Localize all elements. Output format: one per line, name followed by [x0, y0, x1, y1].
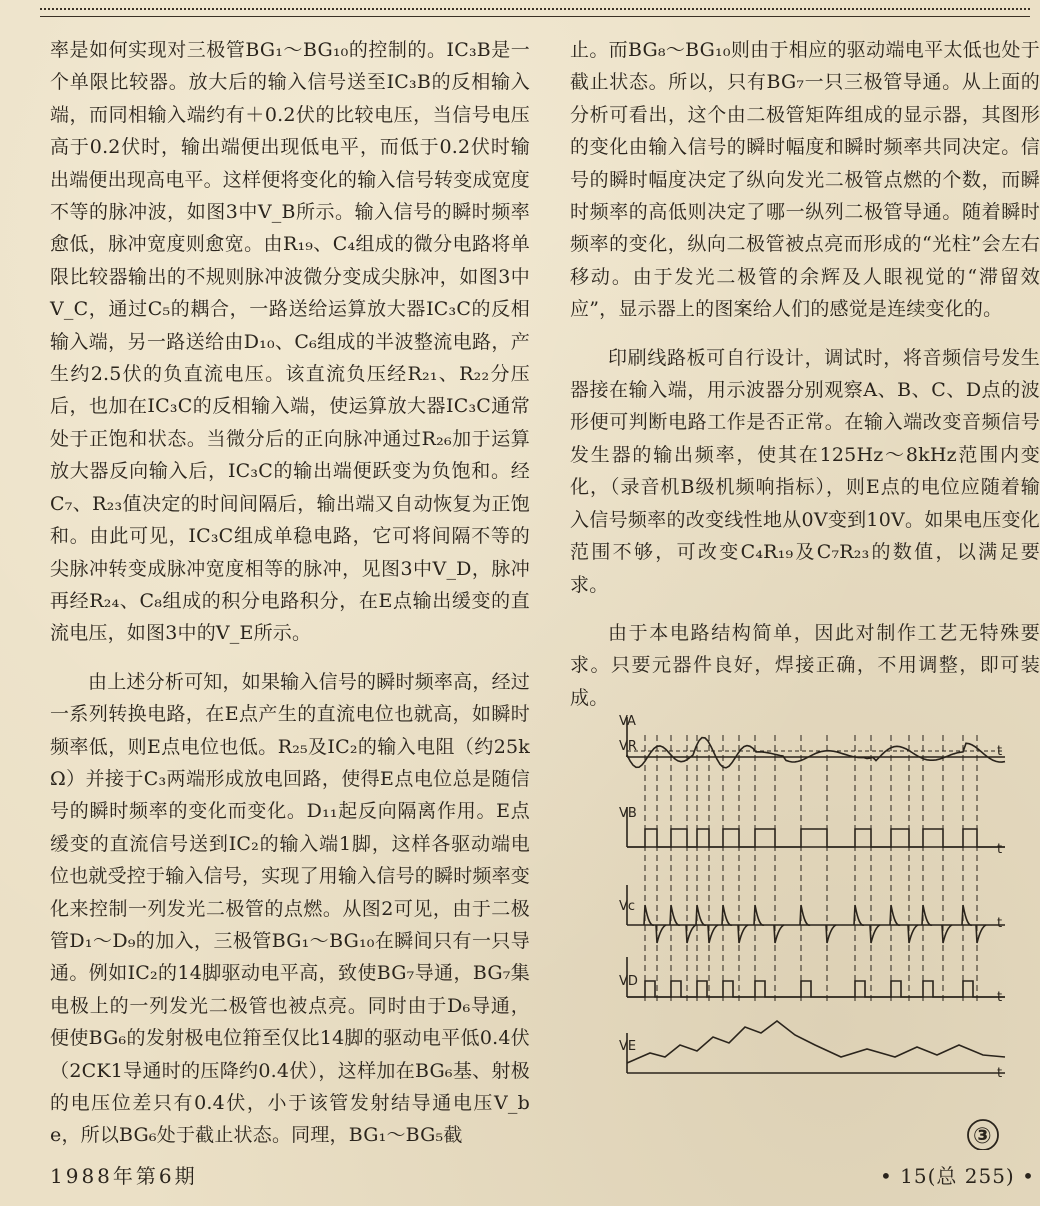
label-va: VA: [619, 714, 636, 729]
figure-3-waveforms: [605, 705, 1035, 1150]
label-vb: VB: [619, 806, 637, 821]
label-vr: VR: [619, 739, 637, 754]
time-label-a: t: [997, 744, 1003, 759]
right-paragraph-1: 止。而BG₈～BG₁₀则由于相应的驱动端电平太低也处于截止状态。所以，只有BG₇一只三极管导通。从上面的分析可看出，这个由二极管矩阵组成的显示器，其图形的变化由输入信号的瞬时幅度和瞬时频率共同决定。信号的瞬时幅度决定了纵向发光二极管点燃的个数，而瞬时频率的高低则决定了哪一纵列二极管导通。随着瞬时频率的变化，纵向二极管被点亮而形成的“光柱”会左右移动。由于发光二极管的余辉及人眼视觉的“滞留效应”，显示器上的图案给人们的感觉是连续变化的。: [570, 39, 1040, 321]
footer-page-number: • 15(总 255) •: [880, 1164, 1035, 1188]
time-label-c: t: [997, 916, 1003, 931]
right-column: [570, 34, 1040, 714]
top-rule: [40, 8, 1030, 17]
footer-issue: 1988年第6期: [50, 1164, 198, 1188]
right-paragraph-3: 由于本电路结构简单，因此对制作工艺无特殊要求。只要元器件良好，焊接正确，不用调整，即可装成。: [570, 621, 1040, 709]
va-waveform: [627, 738, 1005, 768]
vb-waveform: [627, 829, 1005, 847]
left-column: [50, 34, 530, 1152]
label-vc: Vc: [619, 899, 636, 914]
right-paragraph-2: 印刷线路板可自行设计，调试时，将音频信号发生器接在输入端，用示波器分别观察A、B、C、D点的波形便可判断电路工作是否正常。在输入端改变音频信号发生器的输出频率，使其在125Hz～8kHz范围内变化，（录音机B级机频响指标），则E点的电位应随着输入信号频率的改变线性地从0V变到10V。如果电压变化范围不够，可改变C₄R₁₉及C₇R₂₃的数值，以满足要求。: [570, 346, 1040, 596]
time-label-d: t: [997, 990, 1003, 1005]
label-ve: VE: [619, 1039, 637, 1054]
ve-waveform: [627, 1021, 1005, 1063]
figure-number: ③: [973, 1124, 992, 1149]
left-paragraph-1: 率是如何实现对三极管BG₁～BG₁₀的控制的。IC₃B是一个单限比较器。放大后的输入信号送至IC₃B的反相输入端，而同相输入端约有＋0.2伏的比较电压，当信号电压高于0.2伏时，输出端便出现低电平，而低于0.2伏时输出端便出现高电平。这样便将变化的输入信号转变成宽度不等的脉冲波，如图3中V_B所示。输入信号的瞬时频率愈低，脉冲宽度则愈宽。由R₁₉、C₄组成的微分电路将单限比较器输出的不规则脉冲波微分变成尖脉冲，如图3中V_C，通过C₅的耦合，一路送给运算放大器IC₃C的反相输入端，另一路送给由D₁₀、C₆组成的半波整流电路，产生约2.5伏的负直流电压。该直流负压经R₂₁、R₂₂分压后，也加在IC₃C的反相输入端，使运算放大器IC₃C通常处于正饱和状态。当微分后的正向脉冲通过R₂₆加于运算放大器反向输入后，IC₃C的输出端便跃变为负饱和。经C₇、R₂₃值决定的时间间隔后，输出端又自动恢复为正饱和。由此可见，IC₃C组成单稳电路，它可将间隔不等的尖脉冲转变成脉冲宽度相等的脉冲，见图3中V_D，脉冲再经R₂₄、C₈组成的积分电路积分，在E点输出缓变的直流电压，如图3中的V_E所示。: [50, 39, 531, 645]
time-label-b: t: [997, 842, 1003, 857]
label-vd: VD: [619, 974, 638, 989]
waveform-diagram: [605, 705, 1035, 1150]
vd-waveform: [627, 981, 1005, 997]
time-label-e: t: [997, 1066, 1003, 1081]
left-paragraph-2: 由上述分析可知，如果输入信号的瞬时频率高，经过一系列转换电路，在E点产生的直流电位也就高，如瞬时频率低，则E点电位也低。R₂₅及IC₂的输入电阻（约25kΩ）并接于C₃两端形成放电回路，使得E点电位总是随信号的瞬时频率的变化而变化。D₁₁起反向隔离作用。E点缓变的直流信号送到IC₂的输入端1脚，这样各驱动端电位也就受控于输入信号，实现了用输入信号的瞬时频率变化来控制一列发光二极管的点燃。从图2可见，由于二极管D₁～D₉的加入，三极管BG₁～BG₁₀在瞬间只有一只导通。例如IC₂的14脚驱动电平高，致使BG₇导通，BG₇集电极上的一列发光二极管也被点亮。同时由于D₆导通，便使BG₆的发射极电位箝至仅比14脚的驱动电平低0.4伏（2CK1导通时的压降约0.4伏），这样加在BG₆基、射极的电压位差只有0.4伏，小于该管发射结导通电压V_be，所以BG₆处于截止状态。同理，BG₁～BG₅截: [50, 670, 531, 1147]
